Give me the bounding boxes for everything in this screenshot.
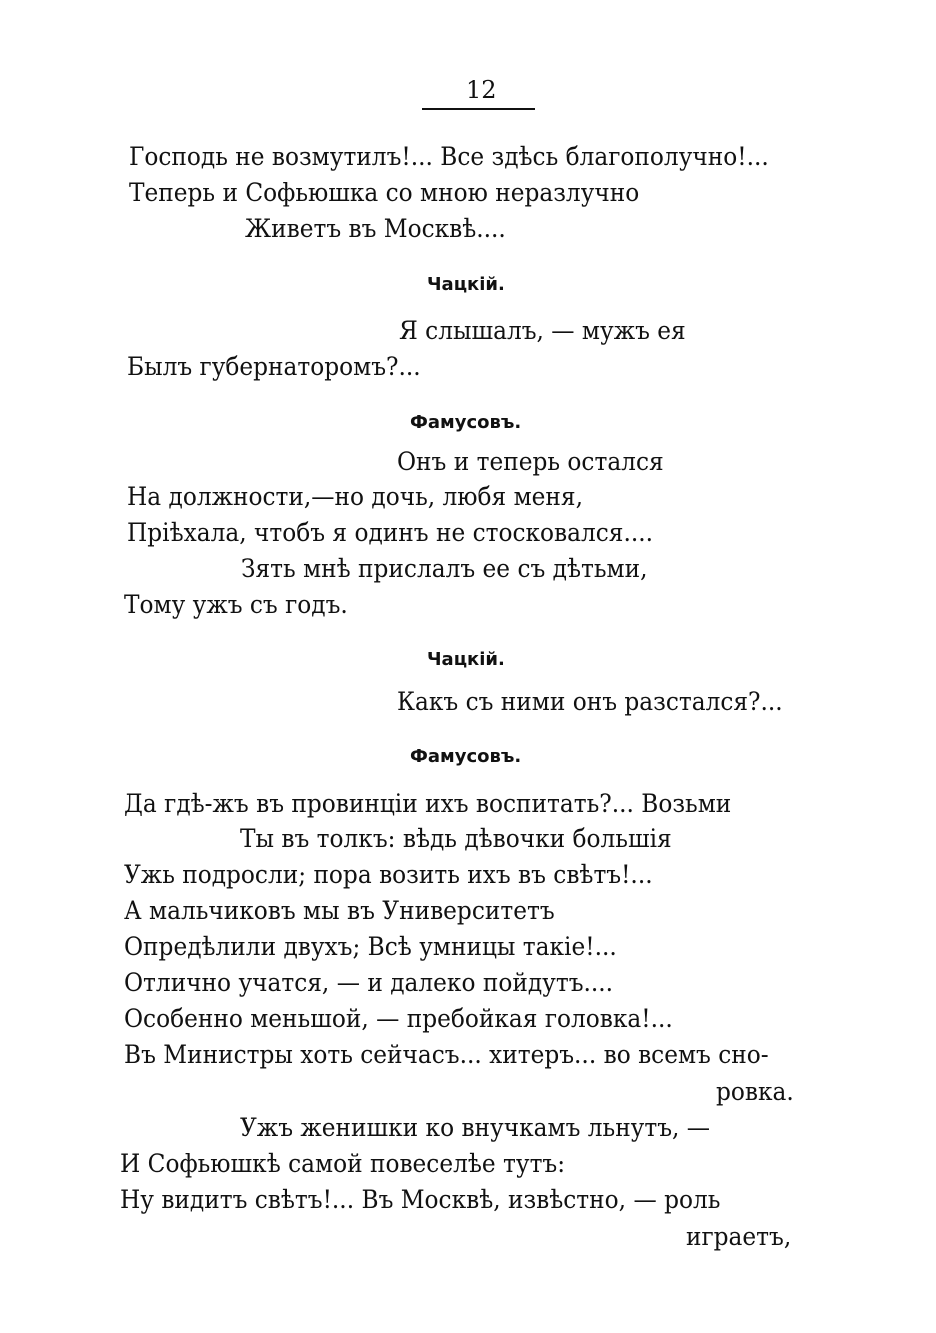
verse-line: На должности,—но дочь, любя меня, [127,482,583,511]
speaker-name: Чацкій. [427,274,505,295]
verse-line: Былъ губернаторомъ?... [127,352,421,381]
page-number: 12 [466,76,497,104]
verse-line: Тому ужъ съ годъ. [124,590,348,619]
verse-line: Онъ и теперь остался [397,447,664,476]
speaker-name: Фамусовъ. [410,746,522,767]
verse-line: Ужъ женишки ко внучкамъ льнутъ, — [240,1113,711,1142]
verse-line: играетъ, [686,1222,792,1251]
verse-line: Въ Министры хоть сейчасъ... хитеръ... во всемъ сно- [124,1040,769,1069]
speaker-name: Фамусовъ. [410,412,522,433]
verse-line: Особенно меньшой, — пребойкая головка!... [124,1004,673,1033]
verse-line: Ну видитъ свѣтъ!... Въ Москвѣ, извѣстно, — роль [120,1185,721,1214]
verse-line: Ты въ толкъ: вѣдь дѣвочки большія [240,824,672,853]
verse-line: Отлично учатся, — и далеко пойдутъ.... [124,968,614,997]
verse-line: Ужь подросли; пора возить ихъ въ свѣтъ!... [124,860,653,889]
verse-line: И Софьюшкѣ самой повеселѣе тутъ: [120,1149,566,1178]
verse-line: Какъ съ ними онъ разстался?... [397,687,783,716]
verse-line: Пріѣхала, чтобъ я одинъ не стосковался.... [127,518,654,547]
verse-line: Господь не возмутилъ!... Все здѣсь благополучно!... [129,142,769,171]
verse-line: Опредѣлили двухъ; Всѣ умницы такіе!... [124,932,617,961]
verse-line: ровка. [716,1077,794,1106]
speaker-name: Чацкій. [427,649,505,670]
verse-line: Да гдѣ-жъ въ провинціи ихъ воспитать?... Возьми [124,789,732,818]
verse-line: Зять мнѣ прислалъ ее съ дѣтьми, [241,554,648,583]
verse-line: Живетъ въ Москвѣ.... [245,214,506,243]
verse-line: А мальчиковъ мы въ Университетъ [124,896,555,925]
verse-line: Теперь и Софьюшка со мною неразлучно [129,178,640,207]
header-rule [422,108,535,110]
verse-line: Я слышалъ, — мужъ ея [399,316,686,345]
